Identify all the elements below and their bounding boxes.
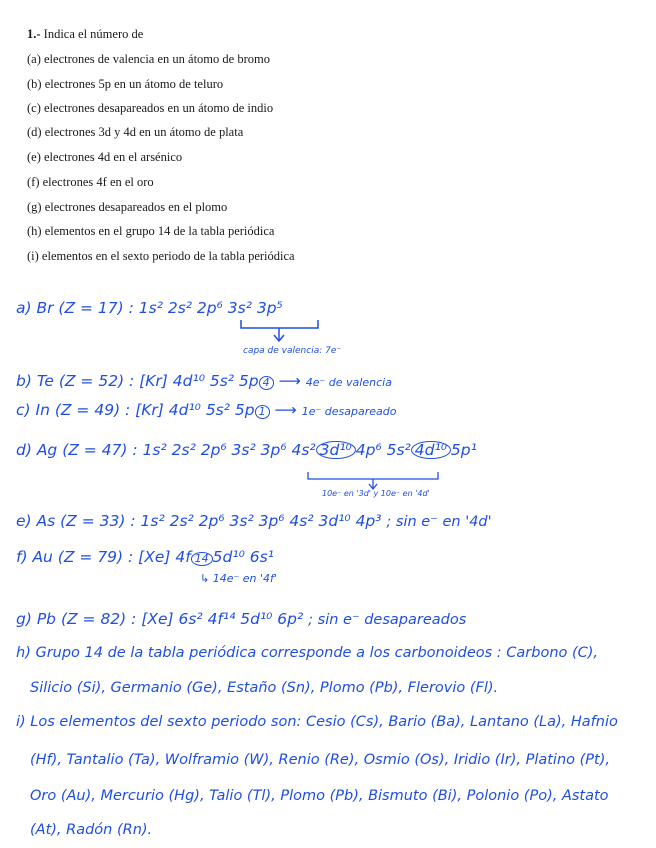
answer-d-config-pre: 1s² 2s² 2p⁶ 3s² 3p⁶ 4s²	[142, 441, 316, 459]
question-item-e: (e) electrones 4d en el arsénico	[27, 150, 183, 164]
arrow-right-icon: ⟶	[278, 372, 301, 390]
answer-f-label: f)	[16, 548, 28, 566]
answer-f-note: 14e⁻ en '4f'	[212, 572, 277, 585]
arrow-right-icon: ⟶	[274, 401, 297, 419]
answer-g-config: [Xe] 6s² 4f¹⁴ 5d¹⁰ 6p²	[141, 610, 304, 628]
answer-h-label: h)	[16, 645, 31, 661]
answer-f-config-pre: [Xe] 4f	[138, 548, 191, 566]
bracket-valence-shell	[241, 320, 318, 341]
answer-d-config-mid: 4p⁶ 5s²	[355, 441, 411, 459]
answer-b-label: b)	[16, 372, 32, 390]
answer-b-circled: 4	[259, 376, 274, 390]
answer-e-config: 1s² 2s² 2p⁶ 3s² 3p⁶ 4s² 3d¹⁰ 4p³	[140, 512, 382, 530]
answer-e-element: As (Z = 33) :	[36, 512, 136, 530]
question-item-g: (g) electrones desapareados en el plomo	[27, 200, 228, 214]
answer-f-element: Au (Z = 79) :	[32, 548, 134, 566]
answer-i-line4: (At), Radón (Rn).	[30, 822, 153, 838]
answer-g-note: ; sin e⁻ desapareados	[308, 612, 467, 628]
question-number: 1.-	[27, 27, 41, 41]
question-item-h: (h) elementos en el grupo 14 de la tabla periódica	[27, 224, 275, 238]
answer-a-element: Br (Z = 17) :	[36, 299, 134, 317]
answer-f-circled: 14	[191, 552, 213, 566]
question-item-d: (d) electrones 3d y 4d en un átomo de plata	[27, 125, 244, 139]
question-item-a: (a) electrones de valencia en un átomo de bromo	[27, 52, 270, 66]
question-item-b: (b) electrones 5p en un átomo de teluro	[27, 77, 224, 91]
answer-i-line2: (Hf), Tantalio (Ta), Wolframio (W), Renio (Re), Osmio (Os), Iridio (Ir), Platino (Pt),	[30, 752, 610, 768]
answer-d-circled-3d: 3d¹⁰	[316, 441, 356, 459]
question-intro: Indica el número de	[43, 27, 144, 41]
answer-c-circled: 1	[255, 405, 270, 419]
answer-c-label: c)	[16, 401, 31, 419]
answer-d-config-post: 5p¹	[450, 441, 477, 459]
answer-a-config: 1s² 2s² 2p⁶ 3s² 3p⁵	[138, 299, 283, 317]
answer-h-text1: Grupo 14 de la tabla periódica corresponde a los carbonoideos : Carbono (C),	[35, 645, 599, 661]
answer-a-note: capa de valencia: 7e⁻	[243, 346, 342, 356]
answer-c-element: In (Z = 49) :	[35, 401, 131, 419]
answer-b-note: 4e⁻ de valencia	[305, 376, 392, 389]
question-item-c: (c) electrones desapareados en un átomo de indio	[27, 101, 274, 115]
answer-i-line3: Oro (Au), Mercurio (Hg), Talio (Tl), Plomo (Pb), Bismuto (Bi), Polonio (Po), Astato	[30, 788, 609, 804]
answer-b-config: [Kr] 4d¹⁰ 5s² 5p	[139, 372, 259, 390]
answer-d-circled-4d: 4d¹⁰	[411, 441, 451, 459]
answer-g-label: g)	[16, 610, 32, 628]
answer-e-note: ; sin e⁻ en '4d'	[386, 514, 492, 530]
answer-h-line2: Silicio (Si), Germanio (Ge), Estaño (Sn), Plomo (Pb), Flerovio (Fl).	[30, 680, 499, 696]
answer-b-element: Te (Z = 52) :	[36, 372, 135, 390]
answer-d-element: Ag (Z = 47) :	[36, 441, 138, 459]
answer-c-config: [Kr] 4d¹⁰ 5s² 5p	[135, 401, 255, 419]
answer-g-element: Pb (Z = 82) :	[36, 610, 137, 628]
question-item-f: (f) electrones 4f en el oro	[27, 175, 154, 189]
answer-i-label: i)	[16, 714, 26, 730]
answer-f-config-post: 5d¹⁰ 6s¹	[212, 548, 274, 566]
answer-d-note: 10e⁻ en '3d' y 10e⁻ en '4d'	[322, 489, 430, 498]
arrow-hook-icon: ↳	[200, 572, 210, 585]
answer-e-label: e)	[16, 512, 32, 530]
bracket-d-orbitals	[308, 472, 438, 489]
answer-d-label: d)	[16, 441, 32, 459]
answer-a-label: a)	[16, 299, 32, 317]
question-item-i: (i) elementos en el sexto periodo de la tabla periódica	[27, 249, 295, 263]
answer-i-text1: Los elementos del sexto periodo son: Cesio (Cs), Bario (Ba), Lantano (La), Hafnio	[30, 714, 618, 730]
answer-c-note: 1e⁻ desapareado	[301, 405, 397, 418]
